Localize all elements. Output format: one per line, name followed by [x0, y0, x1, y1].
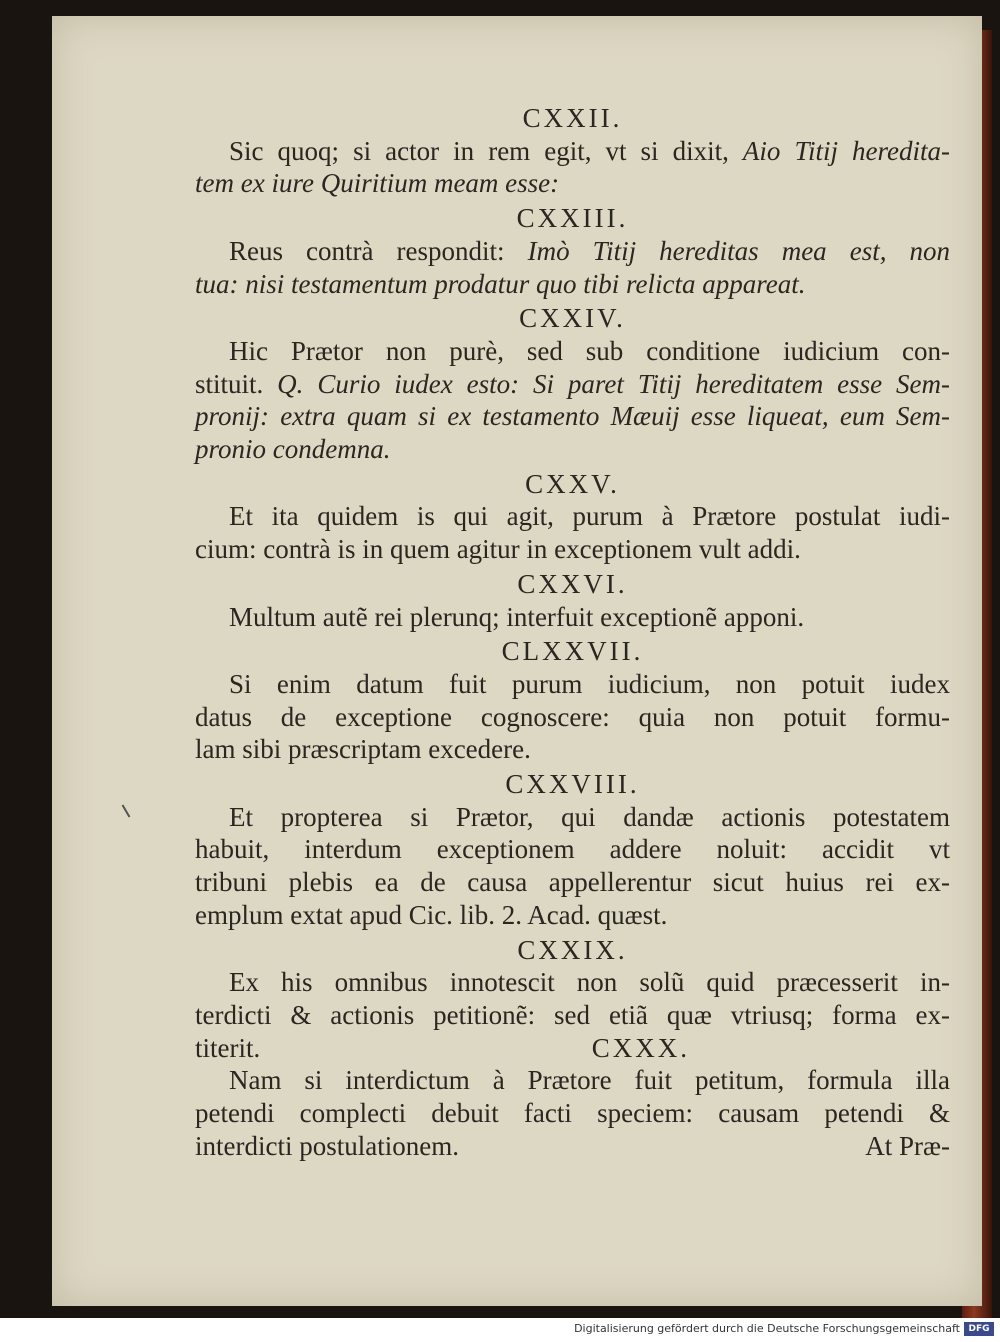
line-text: pronij: extra quam si ex testamento Mæuij esse liqueat, eum Sem-: [195, 401, 950, 432]
text-line: [195, 1097, 950, 1130]
line-text: terdicti & actionis petitionẽ: sed etiã quæ vtriusq; forma ex-: [195, 999, 950, 1030]
line-text: emplum extat apud Cic. lib. 2. Acad. quæst.: [195, 899, 668, 930]
text-line: [195, 833, 950, 866]
text-line: [195, 268, 950, 301]
text-line: [195, 1064, 950, 1097]
line-text: tem ex iure Quiritium meam esse:: [195, 168, 560, 199]
line-text: Si enim datum fuit purum iudicium, non potuit iudex: [229, 668, 950, 699]
line-text: pronio condemna.: [195, 434, 391, 465]
text-line: [195, 701, 950, 734]
line-text: petendi complecti debuit facti speciem: causam petendi &: [195, 1098, 950, 1129]
line-text: habuit, interdum exceptionem addere noluit: accidit vt: [195, 834, 950, 865]
dfg-logo-icon: DFG: [964, 1322, 994, 1336]
text-line: [195, 1032, 950, 1065]
line-text: lam sibi præscriptam excedere.: [195, 734, 531, 765]
text-line: [195, 235, 950, 268]
italic-text: Q. Curio iudex esto: Si paret Titij hereditatem esse Sem-: [277, 368, 950, 399]
catchword: At Præ-: [865, 1130, 950, 1161]
paper-mark: [122, 804, 131, 817]
section-number: CXXV.: [525, 468, 620, 499]
page-text: [195, 100, 950, 1163]
line-text: tua: nisi testamentum prodatur quo tibi relicta appareat.: [195, 268, 806, 299]
text-line: [195, 167, 950, 200]
line-text: tribuni plebis ea de causa appellerentur sicut huius rei ex-: [195, 867, 950, 898]
line-text: Et ita quidem is qui agit, purum à Prætore postulat iudi-: [229, 501, 950, 532]
text-line: [195, 866, 950, 899]
line-text: Et propterea si Prætor, qui dandæ actionis potestatem: [229, 801, 950, 832]
section-number: CXXIX.: [517, 934, 628, 965]
section-number: CXXVI.: [517, 568, 628, 599]
line-text: interdicti postulationem.: [195, 1130, 459, 1161]
section-number: CXXVIII.: [505, 769, 640, 800]
text-line: [195, 601, 950, 634]
text-line: [195, 733, 950, 766]
line-text: cium: contrà is in quem agitur in exceptionem vult addi.: [195, 534, 801, 565]
text-line: [195, 899, 950, 932]
text-line: [195, 500, 950, 533]
line-text: Multum autẽ rei plerunq; interfuit exceptionẽ apponi.: [229, 601, 805, 632]
line-text: Reus contrà respondit:: [229, 235, 528, 266]
text-line: [195, 135, 950, 168]
section-number: CLXXVII.: [501, 636, 644, 667]
line-text: Ex his omnibus innotescit non solũ quid præcesserit in-: [229, 967, 950, 998]
line-text: datus de exceptione cognoscere: quia non potuit formu-: [195, 701, 950, 732]
text-line: [195, 801, 950, 834]
text-line: [195, 966, 950, 999]
text-line: [195, 400, 950, 433]
text-line: [195, 335, 950, 368]
section-number: CXXIV.: [519, 303, 626, 334]
italic-text: Imò Titij hereditas mea est, non: [527, 235, 951, 266]
section-number: CXXX.: [591, 1032, 690, 1063]
section-number: CXXIII.: [516, 203, 629, 234]
line-text: titerit.: [195, 1032, 261, 1063]
italic-text: Aio Titij heredita-: [742, 135, 951, 166]
footer-bar: [0, 1318, 1000, 1342]
section-number: CXXII.: [522, 103, 623, 133]
text-line: [195, 999, 950, 1032]
text-line: [195, 433, 950, 466]
line-text: Nam si interdictum à Prætore fuit petitum, formula illa: [229, 1065, 950, 1096]
footer-credit: Digitalisierung gefördert durch die Deutsche Forschungsgemeinschaft: [574, 1322, 960, 1335]
text-line: [195, 668, 950, 701]
line-text: Sic quoq; si actor in rem egit, vt si dixit,: [229, 135, 743, 166]
text-line: [195, 533, 950, 566]
text-line: [195, 1130, 950, 1163]
text-line: [195, 368, 950, 401]
line-text: stituit.: [195, 368, 278, 399]
line-text: Hic Prætor non purè, sed sub conditione iudicium con-: [229, 335, 950, 366]
